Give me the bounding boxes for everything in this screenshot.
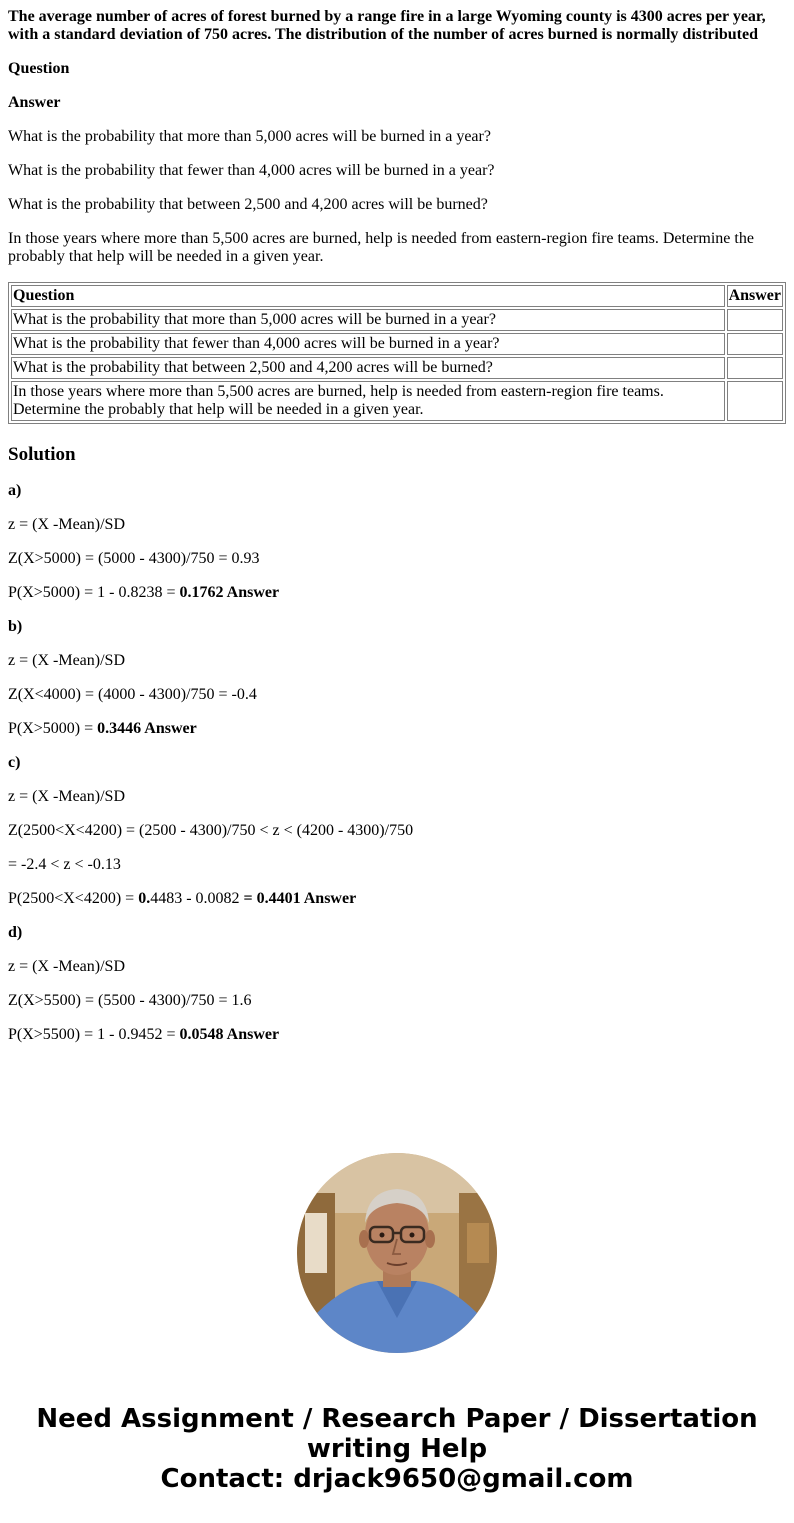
part-c-prob-middle: 4483 - 0.0082 xyxy=(150,890,244,907)
part-d-probability xyxy=(8,1026,786,1044)
question-b: What is the probability that fewer than 4,000 acres will be burned in a year? xyxy=(8,162,495,179)
part-b-probability xyxy=(8,720,786,738)
table-header-question: Question xyxy=(11,285,725,307)
answer-label: Answer xyxy=(8,94,61,111)
part-a-formula: z = (X -Mean)/SD xyxy=(8,516,125,533)
question-answer-table xyxy=(8,282,786,424)
part-c-prob-prefix: P(2500<X<4200) = xyxy=(8,890,139,907)
problem-intro: The average number of acres of forest burned by a range fire in a large Wyoming county is 4300 acres per year, with a standard deviation of 750 acres. The distribution of the number of acres burned is normally distributed xyxy=(8,8,766,43)
table-header-row xyxy=(11,285,783,307)
table-cell-answer xyxy=(727,381,783,421)
table-cell-question: In those years where more than 5,500 acres are burned, help is needed from eastern-region fire teams. Determine the probably that help will be needed in a given year. xyxy=(11,381,725,421)
part-a-label: a) xyxy=(8,482,22,499)
part-d-formula: z = (X -Mean)/SD xyxy=(8,958,125,975)
part-a-answer: 0.1762 Answer xyxy=(179,584,280,601)
part-b-formula: z = (X -Mean)/SD xyxy=(8,652,125,669)
question-c: What is the probability that between 2,500 and 4,200 acres will be burned? xyxy=(8,196,488,213)
table-header-answer: Answer xyxy=(727,285,783,307)
part-c-z-calc: Z(2500<X<4200) = (2500 - 4300)/750 < z < (4200 - 4300)/750 xyxy=(8,822,414,839)
promo-contact: Contact: drjack9650@gmail.com xyxy=(160,1464,634,1494)
table-cell-answer xyxy=(727,357,783,379)
table-row xyxy=(11,333,783,355)
question-d: In those years where more than 5,500 acres are burned, help is needed from eastern-region fire teams. Determine the probably that help will be needed in a given year. xyxy=(8,230,754,265)
part-b-prob-prefix: P(X>5000) = xyxy=(8,720,98,737)
table-row xyxy=(11,357,783,379)
question-a: What is the probability that more than 5,000 acres will be burned in a year? xyxy=(8,128,491,145)
part-c-formula: z = (X -Mean)/SD xyxy=(8,788,125,805)
part-c-z-range: = -2.4 < z < -0.13 xyxy=(8,856,121,873)
promo-line-1: Need Assignment / Research Paper / Dissertation xyxy=(36,1404,758,1434)
part-a-probability xyxy=(8,584,786,602)
question-label: Question xyxy=(8,60,70,77)
solution-heading: Solution xyxy=(8,444,76,465)
part-d-z-calc: Z(X>5500) = (5500 - 4300)/750 = 1.6 xyxy=(8,992,252,1009)
part-a-prob-prefix: P(X>5000) = 1 - 0.8238 = xyxy=(8,584,180,601)
part-d-prob-prefix: P(X>5500) = 1 - 0.9452 = xyxy=(8,1026,180,1043)
part-c-bold-digit: 0. xyxy=(138,890,151,907)
part-b-z-calc: Z(X<4000) = (4000 - 4300)/750 = -0.4 xyxy=(8,686,257,703)
promo-line-2: writing Help xyxy=(306,1434,488,1464)
table-cell-question: What is the probability that more than 5,000 acres will be burned in a year? xyxy=(11,309,725,331)
table-row xyxy=(11,381,783,421)
table-cell-question: What is the probability that between 2,500 and 4,200 acres will be burned? xyxy=(11,357,725,379)
part-b-label: b) xyxy=(8,618,23,635)
table-cell-answer xyxy=(727,333,783,355)
author-avatar xyxy=(297,1153,497,1353)
promo-banner xyxy=(0,1404,794,1494)
part-c-answer: = 0.4401 Answer xyxy=(243,890,357,907)
part-c-probability xyxy=(8,890,786,908)
table-cell-question: What is the probability that fewer than 4,000 acres will be burned in a year? xyxy=(11,333,725,355)
person-portrait-icon xyxy=(297,1153,497,1353)
page-content xyxy=(8,8,786,1060)
part-d-answer: 0.0548 Answer xyxy=(179,1026,280,1043)
part-d-label: d) xyxy=(8,924,23,941)
part-b-answer: 0.3446 Answer xyxy=(97,720,197,737)
part-a-z-calc: Z(X>5000) = (5000 - 4300)/750 = 0.93 xyxy=(8,550,260,567)
table-row xyxy=(11,309,783,331)
part-c-label: c) xyxy=(8,754,21,771)
table-cell-answer xyxy=(727,309,783,331)
